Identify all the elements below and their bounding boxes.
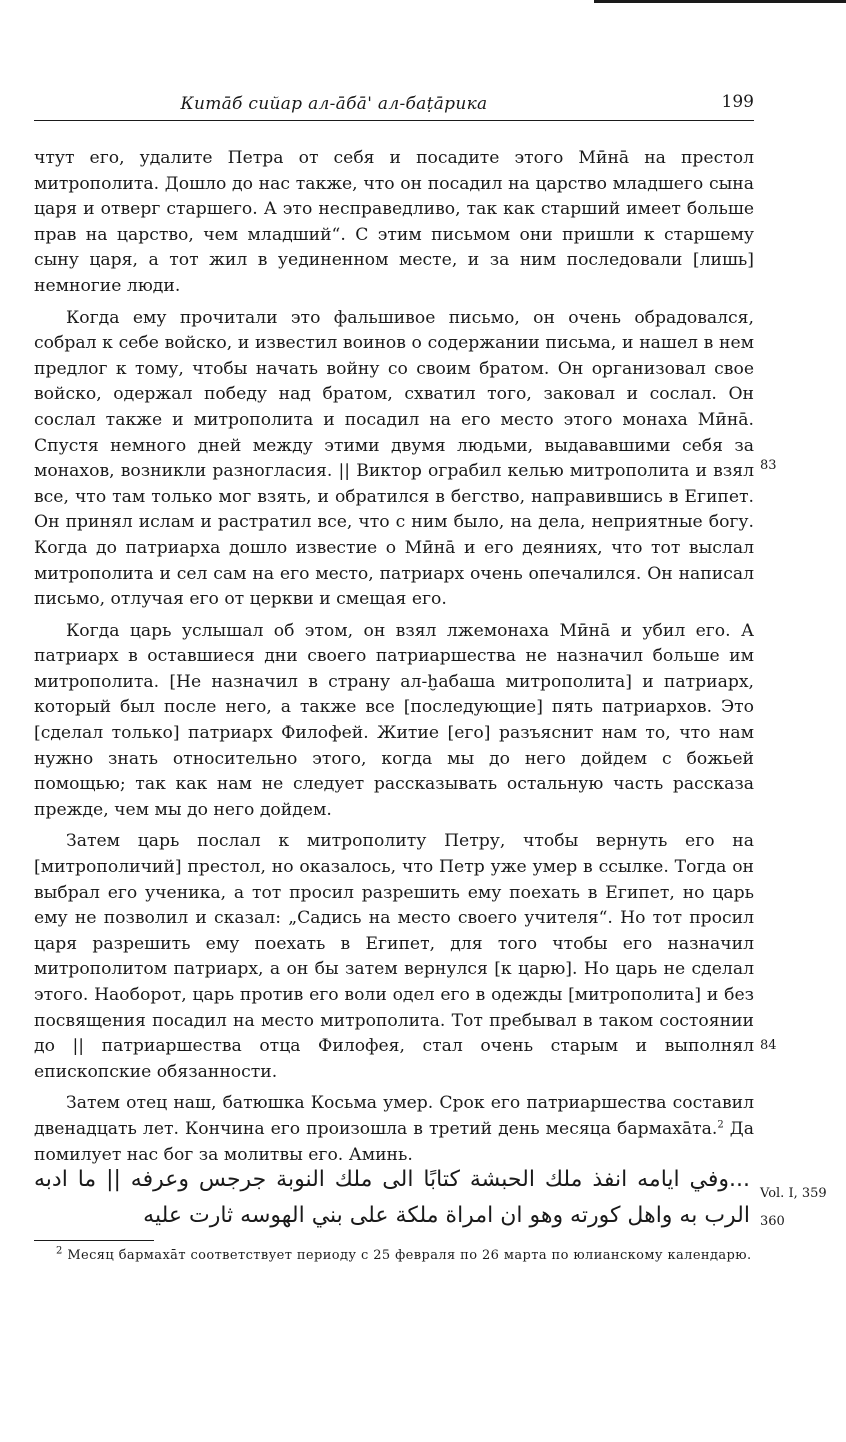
- paragraph-5-closing: Да помилует нас бог за молитвы его. Аминь.: [34, 1118, 754, 1165]
- paragraph-2: Когда ему прочитали это фальшивое письмо, он очень обрадовался, собрал к себе войско, и известил воинов о содержании письма, и нашел в нем предлог к тому, чтобы начать войну со своим братом. Он организовал свое войско, одержал победу над братом, схватил того, заковал и сослал. Он сослал также и митрополита и посадил на его место этого монаха Мӣнā. Спустя немного дней между этими двумя людьми, выдававшими себя за монахов, возникли разногласия. || Виктор ограбил келью митрополита и взял все, что там только мог взять, и обратился в бегство, направившись в Египет. Он принял ислам и растратил все, что с ним было, на дела, неприятные богу. Когда до патриарха дошло известие о Мӣнā и его деяниях, что тот выслал митрополита и сел сам на его место, патриарх очень опечалился. Он написал письмо, отлучая его от церкви и смещая его.: [34, 307, 754, 610]
- footnote-text: Месяц бармахāт соответствует периоду с 25 февраля по 26 марта по юлианскому календарю.: [67, 1248, 752, 1263]
- main-text: [34, 146, 754, 1168]
- margin-folio-83: 83: [760, 458, 777, 473]
- paragraph-1: чтут его, удалите Петра от себя и посадите этого Мӣнā на престол митрополита. Дошло до нас также, что он посадил на царство младшего сына царя и отверг старшего. А это несправедливо, так как старший имеет больше прав на царство, чем младший“. С этим письмом они пришли к старшему сыну царя, а тот жил в уединенном месте, и за ним последовали [лишь] немногие люди.: [34, 148, 754, 296]
- arabic-source-text: ...وفي ايامه انفذ ملك الحبشة كتابًا الى ملك النوبة جرجس وعرفه || ما ادبه الرب به واهل كورته وهو ان امراة ملكة على بني الهوسه ثارت عليه: [34, 1167, 750, 1228]
- running-header: [34, 90, 754, 120]
- top-edge-rule: [594, 0, 846, 3]
- footnote-reference[interactable]: 2: [717, 1119, 724, 1131]
- paragraph-5: [34, 1091, 754, 1168]
- header-rule: [34, 120, 754, 121]
- footnote-marker: 2: [56, 1245, 63, 1257]
- margin-volume-ref: Vol. I, 359: [760, 1186, 827, 1201]
- paragraph-5-text: Затем отец наш, батюшка Косьма умер. Срок его патриаршества составил двенадцать лет. Кончина его произошла в третий день месяца бармахāта.: [34, 1093, 754, 1139]
- footnote: [34, 1246, 754, 1266]
- margin-page-360: 360: [760, 1214, 785, 1229]
- page-number: 199: [721, 92, 754, 112]
- running-title: Китāб сийар ал-āбā' ал-баṭāрика: [180, 94, 488, 114]
- paragraph-4: Затем царь послал к митрополиту Петру, чтобы вернуть его на [митрополичий] престол, но оказалось, что Петр уже умер в ссылке. Тогда он выбрал его ученика, а тот просил разрешить ему поехать в Египет, но царь ему не позволил и сказал: „Садись на место своего учителя“. Но тот просил царя разрешить ему поехать в Египет, для того чтобы его назначил митрополитом патриарх, а он бы затем вернулся [к царю]. Но царь не сделал этого. Наоборот, царь против его воли одел его в одежды [митрополита] и без посвящения посадил на место митрополита. Тот пребывал в таком состоянии до || патриаршества отца Филофея, стал очень старым и выполнял епископские обязанности.: [34, 831, 754, 1082]
- paragraph-3: Когда царь услышал об этом, он взял лжемонаха Мӣнā и убил его. А патриарх в оставшиеся дни своего патриаршества не назначил больше им митрополита. [Не назначил в страну ал-ḫабаша митрополита] и патриарх, который был после него, а также все [последующие] пять патриархов. Это [сделал только] патриарх Филофей. Житие [его] разъяснит нам то, что нам нужно знать относительно этого, когда мы до него дойдем с божьей помощью; так как нам не следует рассказывать остальную часть рассказа прежде, чем мы до него дойдем.: [34, 620, 754, 820]
- footnote-rule: [34, 1240, 154, 1241]
- margin-folio-84: 84: [760, 1038, 777, 1053]
